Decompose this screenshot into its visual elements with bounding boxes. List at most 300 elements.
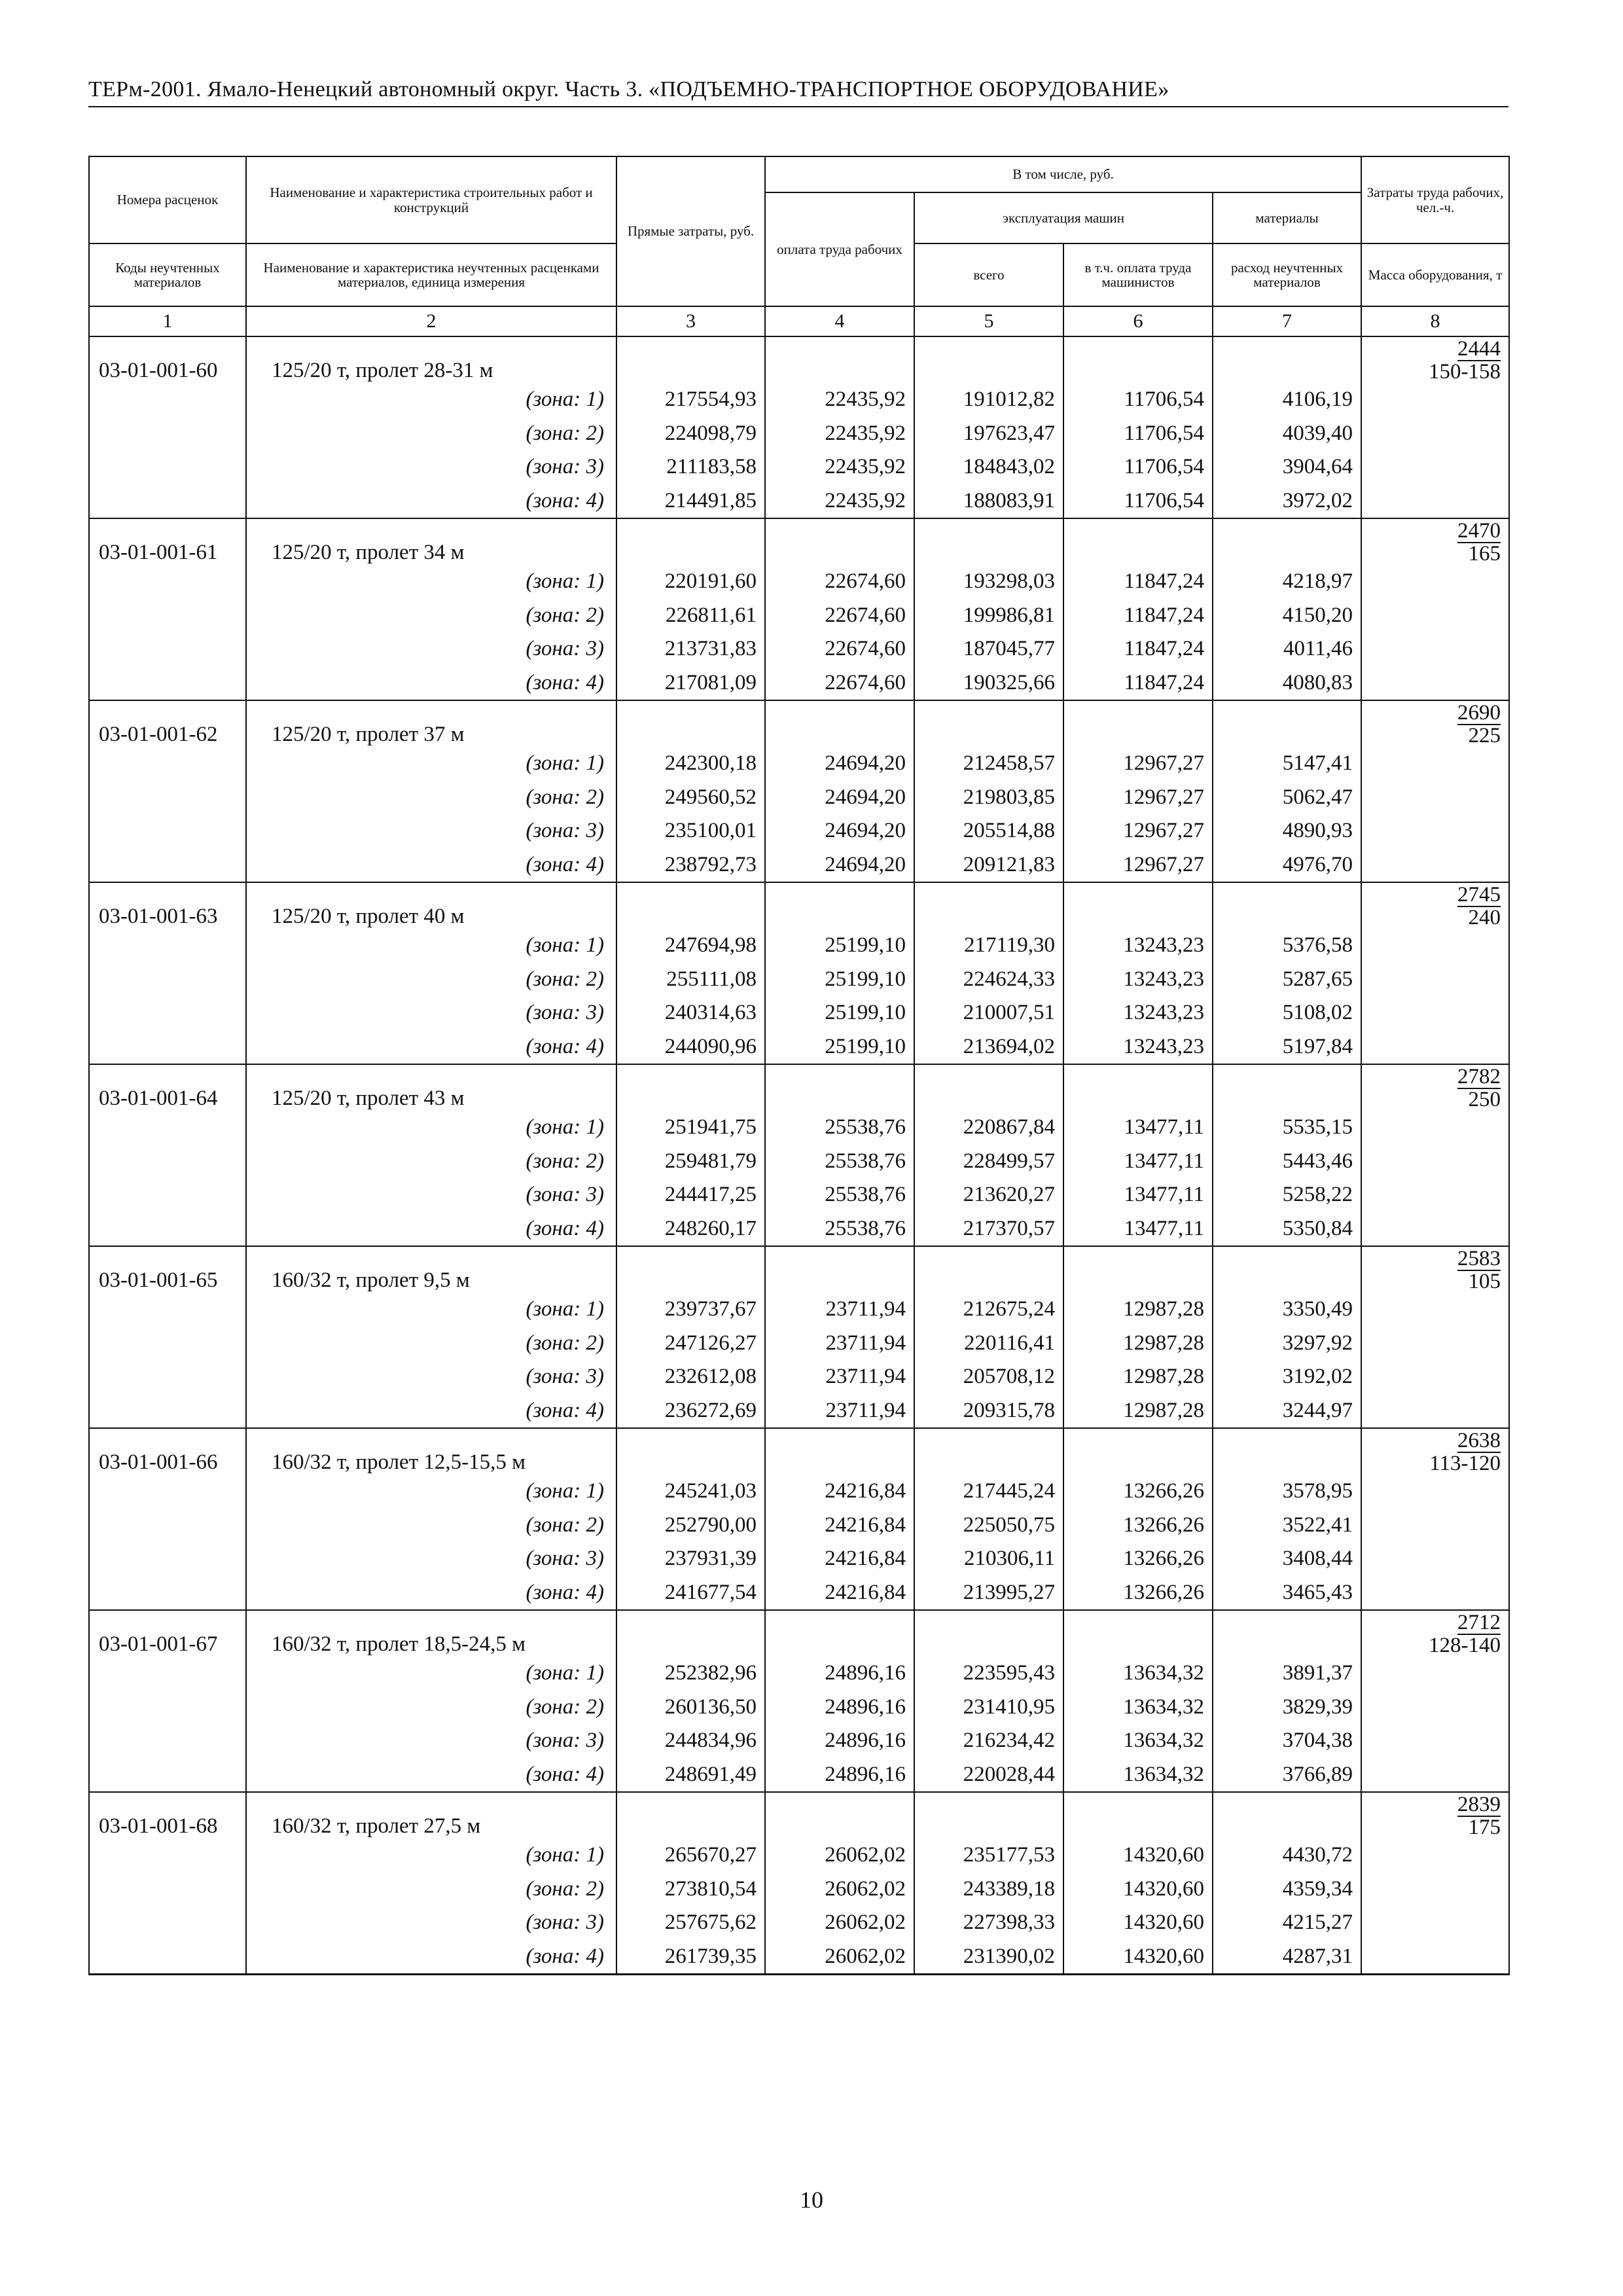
zone-row <box>89 1940 1509 1975</box>
zone-label: (зона: 2) <box>246 1145 616 1179</box>
labor-hours: 2782 <box>1457 1065 1501 1088</box>
materials-value: 5376,58 <box>1213 929 1361 963</box>
wages-value: 25538,76 <box>765 1212 914 1247</box>
labor-mass-cell <box>1361 1610 1509 1657</box>
zone-label: (зона: 4) <box>246 484 616 519</box>
machinist-wages-value: 13634,32 <box>1063 1758 1213 1793</box>
labor-mass-cell <box>1361 518 1509 565</box>
zone-label: (зона: 2) <box>246 1691 616 1725</box>
machinist-wages-value: 11706,54 <box>1063 383 1213 417</box>
zone-label: (зона: 4) <box>246 848 616 883</box>
equipment-mass: 128-140 <box>1429 1634 1501 1657</box>
equipment-mass: 250 <box>1468 1088 1501 1111</box>
machinist-wages-value: 11847,24 <box>1063 599 1213 633</box>
zone-row <box>89 484 1509 519</box>
zone-row <box>89 417 1509 451</box>
labor-mass-cell <box>1361 1246 1509 1293</box>
rate-row <box>89 1064 1509 1111</box>
rate-name: 160/32 т, пролет 12,5-15,5 м <box>246 1428 616 1475</box>
zone-row <box>89 1111 1509 1145</box>
machinist-wages-value: 13266,26 <box>1063 1542 1213 1576</box>
machines-header: эксплуатация машин <box>914 192 1213 243</box>
zone-row <box>89 1212 1509 1247</box>
rate-name: 160/32 т, пролет 27,5 м <box>246 1792 616 1839</box>
materials-value: 5350,84 <box>1213 1212 1361 1247</box>
machinist-wages-value: 11706,54 <box>1063 450 1213 484</box>
column-number: 8 <box>1361 306 1509 336</box>
direct-cost-value: 260136,50 <box>616 1691 765 1725</box>
wages-value: 24216,84 <box>765 1509 914 1543</box>
price-table <box>88 156 1510 1975</box>
zone-row <box>89 1145 1509 1179</box>
column-number: 6 <box>1063 306 1213 336</box>
machinist-wages-value: 12987,28 <box>1063 1327 1213 1361</box>
materials-value: 3578,95 <box>1213 1475 1361 1509</box>
rate-row <box>89 1246 1509 1293</box>
labor-hours: 2712 <box>1457 1611 1501 1634</box>
wages-value: 24694,20 <box>765 781 914 815</box>
machinist-wages-value: 13266,26 <box>1063 1509 1213 1543</box>
zone-row <box>89 1293 1509 1327</box>
zone-label: (зона: 3) <box>246 1724 616 1758</box>
machinist-wages-value: 12967,27 <box>1063 814 1213 848</box>
direct-cost-value: 255111,08 <box>616 963 765 997</box>
machines-total-value: 209121,83 <box>914 848 1063 883</box>
zone-row <box>89 929 1509 963</box>
materials-value: 3704,38 <box>1213 1724 1361 1758</box>
direct-cost-value: 237931,39 <box>616 1542 765 1576</box>
machines-total-value: 197623,47 <box>914 417 1063 451</box>
machinist-wages-value: 13477,11 <box>1063 1178 1213 1212</box>
zone-label: (зона: 2) <box>246 599 616 633</box>
zone-label: (зона: 3) <box>246 1178 616 1212</box>
direct-cost-value: 239737,67 <box>616 1293 765 1327</box>
zone-row <box>89 963 1509 997</box>
wages-value: 24694,20 <box>765 848 914 883</box>
wages-value: 24896,16 <box>765 1657 914 1691</box>
materials-value: 3192,02 <box>1213 1360 1361 1394</box>
wages-value: 24896,16 <box>765 1691 914 1725</box>
zone-label: (зона: 1) <box>246 747 616 781</box>
zone-row <box>89 666 1509 701</box>
equipment-mass: 113-120 <box>1429 1452 1501 1475</box>
direct-cost-value: 220191,60 <box>616 565 765 599</box>
zone-label: (зона: 1) <box>246 1111 616 1145</box>
wages-value: 22435,92 <box>765 417 914 451</box>
materials-value: 4106,19 <box>1213 383 1361 417</box>
equipment-mass: 240 <box>1468 906 1501 929</box>
labor-hours: 2583 <box>1457 1247 1501 1270</box>
column-number: 3 <box>616 306 765 336</box>
rate-row <box>89 882 1509 929</box>
zone-row <box>89 599 1509 633</box>
labor-hours: 2638 <box>1457 1429 1501 1452</box>
machines-total-value: 213694,02 <box>914 1030 1063 1065</box>
direct-cost-value: 244834,96 <box>616 1724 765 1758</box>
zone-row <box>89 1509 1509 1543</box>
direct-cost-value: 247694,98 <box>616 929 765 963</box>
machinist-wages-value: 13634,32 <box>1063 1657 1213 1691</box>
column-number: 7 <box>1213 306 1361 336</box>
machinist-wages-value: 12987,28 <box>1063 1360 1213 1394</box>
materials-value: 4011,46 <box>1213 632 1361 666</box>
page-number: 10 <box>800 2187 823 2213</box>
wages-value: 23711,94 <box>765 1394 914 1429</box>
column-number: 4 <box>765 306 914 336</box>
column-number: 5 <box>914 306 1063 336</box>
labor-hours: 2745 <box>1457 883 1501 906</box>
rate-row <box>89 700 1509 747</box>
rate-code: 03-01-001-64 <box>89 1064 246 1111</box>
machines-total-value: 212675,24 <box>914 1293 1063 1327</box>
rate-code: 03-01-001-60 <box>89 336 246 383</box>
wages-value: 24216,84 <box>765 1542 914 1576</box>
direct-cost-value: 232612,08 <box>616 1360 765 1394</box>
materials-value: 4359,34 <box>1213 1873 1361 1907</box>
machines-total-value: 231390,02 <box>914 1940 1063 1975</box>
machines-total-value: 224624,33 <box>914 963 1063 997</box>
machinist-wages-value: 12967,27 <box>1063 781 1213 815</box>
zone-label: (зона: 4) <box>246 1212 616 1247</box>
page-header: ТЕРм-2001. Ямало-Ненецкий автономный округ. Часть 3. «ПОДЪЕМНО-ТРАНСПОРТНОЕ ОБОРУДОВАНИЕ» <box>88 77 1169 101</box>
machines-total-value: 187045,77 <box>914 632 1063 666</box>
wages-value: 24896,16 <box>765 1724 914 1758</box>
direct-cost-value: 252790,00 <box>616 1509 765 1543</box>
rate-code: 03-01-001-68 <box>89 1792 246 1839</box>
rate-name: 125/20 т, пролет 40 м <box>246 882 616 929</box>
col1-top-header: Номера расценок <box>89 156 246 243</box>
zone-label: (зона: 1) <box>246 929 616 963</box>
materials-value: 4976,70 <box>1213 848 1361 883</box>
machinist-wages-value: 13634,32 <box>1063 1724 1213 1758</box>
zone-row <box>89 1475 1509 1509</box>
wages-value: 22674,60 <box>765 565 914 599</box>
zone-row <box>89 1178 1509 1212</box>
materials-value: 3465,43 <box>1213 1576 1361 1611</box>
labor-hours: 2839 <box>1457 1793 1501 1816</box>
wages-value: 24896,16 <box>765 1758 914 1793</box>
rate-row <box>89 1428 1509 1475</box>
machinist-wages-value: 13243,23 <box>1063 996 1213 1030</box>
wages-value: 25199,10 <box>765 929 914 963</box>
direct-cost-value: 273810,54 <box>616 1873 765 1907</box>
materials-value: 3244,97 <box>1213 1394 1361 1429</box>
machines-total-value: 184843,02 <box>914 450 1063 484</box>
zone-label: (зона: 4) <box>246 1758 616 1793</box>
materials-value: 4039,40 <box>1213 417 1361 451</box>
zone-row <box>89 565 1509 599</box>
rate-code: 03-01-001-67 <box>89 1610 246 1657</box>
materials-value: 5108,02 <box>1213 996 1361 1030</box>
rate-row <box>89 336 1509 383</box>
zone-label: (зона: 1) <box>246 1293 616 1327</box>
direct-cost-value: 240314,63 <box>616 996 765 1030</box>
machines-total-value: 228499,57 <box>914 1145 1063 1179</box>
col6-header: в т.ч. оплата труда машинистов <box>1063 243 1213 306</box>
materials-value: 5147,41 <box>1213 747 1361 781</box>
direct-cost-value: 214491,85 <box>616 484 765 519</box>
machines-total-value: 225050,75 <box>914 1509 1063 1543</box>
column-number: 1 <box>89 306 246 336</box>
machines-total-value: 217370,57 <box>914 1212 1063 1247</box>
materials-value: 3408,44 <box>1213 1542 1361 1576</box>
labor-mass-cell <box>1361 882 1509 929</box>
machines-total-value: 210306,11 <box>914 1542 1063 1576</box>
zone-label: (зона: 2) <box>246 963 616 997</box>
wages-value: 23711,94 <box>765 1293 914 1327</box>
wages-value: 22674,60 <box>765 666 914 701</box>
machinist-wages-value: 12987,28 <box>1063 1293 1213 1327</box>
col8-bottom-header: Масса оборудования, т <box>1361 243 1509 306</box>
column-number: 2 <box>246 306 616 336</box>
zone-label: (зона: 3) <box>246 996 616 1030</box>
col2-bottom-header: Наименование и характеристика неучтенных расценками материалов, единица измерения <box>246 243 616 306</box>
zone-row <box>89 747 1509 781</box>
rate-code: 03-01-001-65 <box>89 1246 246 1293</box>
direct-cost-value: 245241,03 <box>616 1475 765 1509</box>
equipment-mass: 150-158 <box>1429 360 1501 384</box>
direct-cost-value: 242300,18 <box>616 747 765 781</box>
direct-cost-value: 252382,96 <box>616 1657 765 1691</box>
zone-row <box>89 1360 1509 1394</box>
materials-value: 5287,65 <box>1213 963 1361 997</box>
direct-cost-value: 248260,17 <box>616 1212 765 1247</box>
machinist-wages-value: 13477,11 <box>1063 1111 1213 1145</box>
wages-value: 24694,20 <box>765 814 914 848</box>
zone-label: (зона: 2) <box>246 1509 616 1543</box>
labor-mass-cell <box>1361 1792 1509 1839</box>
machinist-wages-value: 11706,54 <box>1063 417 1213 451</box>
header-rule <box>88 106 1508 107</box>
wages-value: 26062,02 <box>765 1906 914 1940</box>
direct-cost-value: 236272,69 <box>616 1394 765 1429</box>
zone-row <box>89 781 1509 815</box>
wages-value: 22435,92 <box>765 383 914 417</box>
col4-header: оплата труда рабочих <box>765 192 914 306</box>
machines-total-value: 223595,43 <box>914 1657 1063 1691</box>
rate-code: 03-01-001-61 <box>89 518 246 565</box>
machines-total-value: 213620,27 <box>914 1178 1063 1212</box>
machines-total-value: 210007,51 <box>914 996 1063 1030</box>
zone-label: (зона: 1) <box>246 1839 616 1873</box>
direct-cost-value: 247126,27 <box>616 1327 765 1361</box>
materials-value: 5443,46 <box>1213 1145 1361 1179</box>
wages-value: 22674,60 <box>765 632 914 666</box>
column-numbers-row <box>89 306 1509 336</box>
machines-total-value: 219803,85 <box>914 781 1063 815</box>
machines-total-value: 199986,81 <box>914 599 1063 633</box>
direct-cost-value: 235100,01 <box>616 814 765 848</box>
equipment-mass: 165 <box>1468 542 1501 565</box>
materials-value: 4080,83 <box>1213 666 1361 701</box>
materials-value: 4287,31 <box>1213 1940 1361 1975</box>
materials-value: 5535,15 <box>1213 1111 1361 1145</box>
machines-total-value: 217445,24 <box>914 1475 1063 1509</box>
wages-value: 22435,92 <box>765 484 914 519</box>
machinist-wages-value: 14320,60 <box>1063 1839 1213 1873</box>
zone-label: (зона: 1) <box>246 383 616 417</box>
zone-label: (зона: 2) <box>246 1873 616 1907</box>
direct-cost-value: 226811,61 <box>616 599 765 633</box>
zone-label: (зона: 3) <box>246 814 616 848</box>
materials-value: 4150,20 <box>1213 599 1361 633</box>
zone-row <box>89 632 1509 666</box>
direct-cost-value: 217554,93 <box>616 383 765 417</box>
zone-row <box>89 1576 1509 1611</box>
table-body <box>89 336 1509 1975</box>
zone-label: (зона: 4) <box>246 1940 616 1975</box>
zone-row <box>89 848 1509 883</box>
materials-value: 4218,97 <box>1213 565 1361 599</box>
rate-name: 125/20 т, пролет 34 м <box>246 518 616 565</box>
materials-value: 4890,93 <box>1213 814 1361 848</box>
wages-value: 25199,10 <box>765 996 914 1030</box>
zone-row <box>89 1724 1509 1758</box>
zone-row <box>89 1394 1509 1429</box>
wages-value: 25538,76 <box>765 1111 914 1145</box>
rate-row <box>89 1792 1509 1839</box>
direct-cost-value: 257675,62 <box>616 1906 765 1940</box>
zone-row <box>89 1873 1509 1907</box>
machines-total-value: 212458,57 <box>914 747 1063 781</box>
col7-header: расход неучтенных материалов <box>1213 243 1361 306</box>
machinist-wages-value: 13477,11 <box>1063 1145 1213 1179</box>
wages-value: 24216,84 <box>765 1475 914 1509</box>
zone-row <box>89 1758 1509 1793</box>
zone-row <box>89 1906 1509 1940</box>
machinist-wages-value: 13243,23 <box>1063 1030 1213 1065</box>
col3-header: Прямые затраты, руб. <box>616 156 765 306</box>
zone-label: (зона: 3) <box>246 632 616 666</box>
zone-row <box>89 1542 1509 1576</box>
wages-value: 23711,94 <box>765 1360 914 1394</box>
machines-total-value: 191012,82 <box>914 383 1063 417</box>
wages-value: 26062,02 <box>765 1873 914 1907</box>
machinist-wages-value: 14320,60 <box>1063 1940 1213 1975</box>
materials-value: 5062,47 <box>1213 781 1361 815</box>
wages-value: 26062,02 <box>765 1839 914 1873</box>
machinist-wages-value: 13477,11 <box>1063 1212 1213 1247</box>
labor-hours: 2690 <box>1457 701 1501 725</box>
direct-cost-value: 241677,54 <box>616 1576 765 1611</box>
machinist-wages-value: 14320,60 <box>1063 1873 1213 1907</box>
zone-label: (зона: 4) <box>246 666 616 701</box>
machinist-wages-value: 13266,26 <box>1063 1475 1213 1509</box>
zone-label: (зона: 2) <box>246 1327 616 1361</box>
machinist-wages-value: 12967,27 <box>1063 747 1213 781</box>
wages-value: 25538,76 <box>765 1178 914 1212</box>
zone-row <box>89 450 1509 484</box>
zone-label: (зона: 3) <box>246 1360 616 1394</box>
wages-value: 25199,10 <box>765 1030 914 1065</box>
direct-cost-value: 211183,58 <box>616 450 765 484</box>
wages-value: 22435,92 <box>765 450 914 484</box>
direct-cost-value: 213731,83 <box>616 632 765 666</box>
materials-value: 3829,39 <box>1213 1691 1361 1725</box>
materials-value: 4430,72 <box>1213 1839 1361 1873</box>
direct-cost-value: 248691,49 <box>616 1758 765 1793</box>
rate-row <box>89 518 1509 565</box>
direct-cost-value: 217081,09 <box>616 666 765 701</box>
materials-value: 5258,22 <box>1213 1178 1361 1212</box>
col1-bottom-header: Коды неучтенных материалов <box>89 243 246 306</box>
machines-total-value: 193298,03 <box>914 565 1063 599</box>
direct-cost-value: 261739,35 <box>616 1940 765 1975</box>
machines-total-value: 220116,41 <box>914 1327 1063 1361</box>
materials-value: 3891,37 <box>1213 1657 1361 1691</box>
machinist-wages-value: 12987,28 <box>1063 1394 1213 1429</box>
wages-value: 23711,94 <box>765 1327 914 1361</box>
materials-value: 3297,92 <box>1213 1327 1361 1361</box>
zone-label: (зона: 1) <box>246 1475 616 1509</box>
wages-value: 22674,60 <box>765 599 914 633</box>
direct-cost-value: 244417,25 <box>616 1178 765 1212</box>
materials-header: материалы <box>1213 192 1361 243</box>
zone-row <box>89 1657 1509 1691</box>
col5-header: всего <box>914 243 1063 306</box>
materials-value: 3972,02 <box>1213 484 1361 519</box>
zone-row <box>89 383 1509 417</box>
rate-code: 03-01-001-63 <box>89 882 246 929</box>
machines-total-value: 235177,53 <box>914 1839 1063 1873</box>
materials-value: 3766,89 <box>1213 1758 1361 1793</box>
rate-name: 125/20 т, пролет 28-31 м <box>246 336 616 383</box>
zone-label: (зона: 1) <box>246 1657 616 1691</box>
zone-row <box>89 1839 1509 1873</box>
zone-row <box>89 996 1509 1030</box>
materials-value: 3904,64 <box>1213 450 1361 484</box>
wages-value: 24694,20 <box>765 747 914 781</box>
rate-name: 125/20 т, пролет 37 м <box>246 700 616 747</box>
rate-name: 125/20 т, пролет 43 м <box>246 1064 616 1111</box>
labor-hours: 2444 <box>1457 337 1501 361</box>
machines-total-value: 190325,66 <box>914 666 1063 701</box>
zone-label: (зона: 4) <box>246 1576 616 1611</box>
machines-total-value: 243389,18 <box>914 1873 1063 1907</box>
labor-hours: 2470 <box>1457 519 1501 543</box>
machinist-wages-value: 13634,32 <box>1063 1691 1213 1725</box>
rate-name: 160/32 т, пролет 18,5-24,5 м <box>246 1610 616 1657</box>
machines-total-value: 188083,91 <box>914 484 1063 519</box>
machinist-wages-value: 13243,23 <box>1063 929 1213 963</box>
equipment-mass: 225 <box>1468 724 1501 747</box>
rate-row <box>89 1610 1509 1657</box>
machines-total-value: 216234,42 <box>914 1724 1063 1758</box>
machinist-wages-value: 13266,26 <box>1063 1576 1213 1611</box>
machines-total-value: 217119,30 <box>914 929 1063 963</box>
materials-value: 4215,27 <box>1213 1906 1361 1940</box>
equipment-mass: 175 <box>1468 1816 1501 1839</box>
machines-total-value: 227398,33 <box>914 1906 1063 1940</box>
direct-cost-value: 238792,73 <box>616 848 765 883</box>
machines-total-value: 209315,78 <box>914 1394 1063 1429</box>
machines-total-value: 213995,27 <box>914 1576 1063 1611</box>
machines-total-value: 205514,88 <box>914 814 1063 848</box>
zone-row <box>89 1327 1509 1361</box>
wages-value: 25538,76 <box>765 1145 914 1179</box>
machines-total-value: 220867,84 <box>914 1111 1063 1145</box>
zone-label: (зона: 2) <box>246 781 616 815</box>
machinist-wages-value: 13243,23 <box>1063 963 1213 997</box>
rate-name: 160/32 т, пролет 9,5 м <box>246 1246 616 1293</box>
machines-total-value: 220028,44 <box>914 1758 1063 1793</box>
wages-value: 24216,84 <box>765 1576 914 1611</box>
zone-label: (зона: 1) <box>246 565 616 599</box>
zone-label: (зона: 3) <box>246 1542 616 1576</box>
rate-code: 03-01-001-62 <box>89 700 246 747</box>
materials-value: 3522,41 <box>1213 1509 1361 1543</box>
machinist-wages-value: 11706,54 <box>1063 484 1213 519</box>
